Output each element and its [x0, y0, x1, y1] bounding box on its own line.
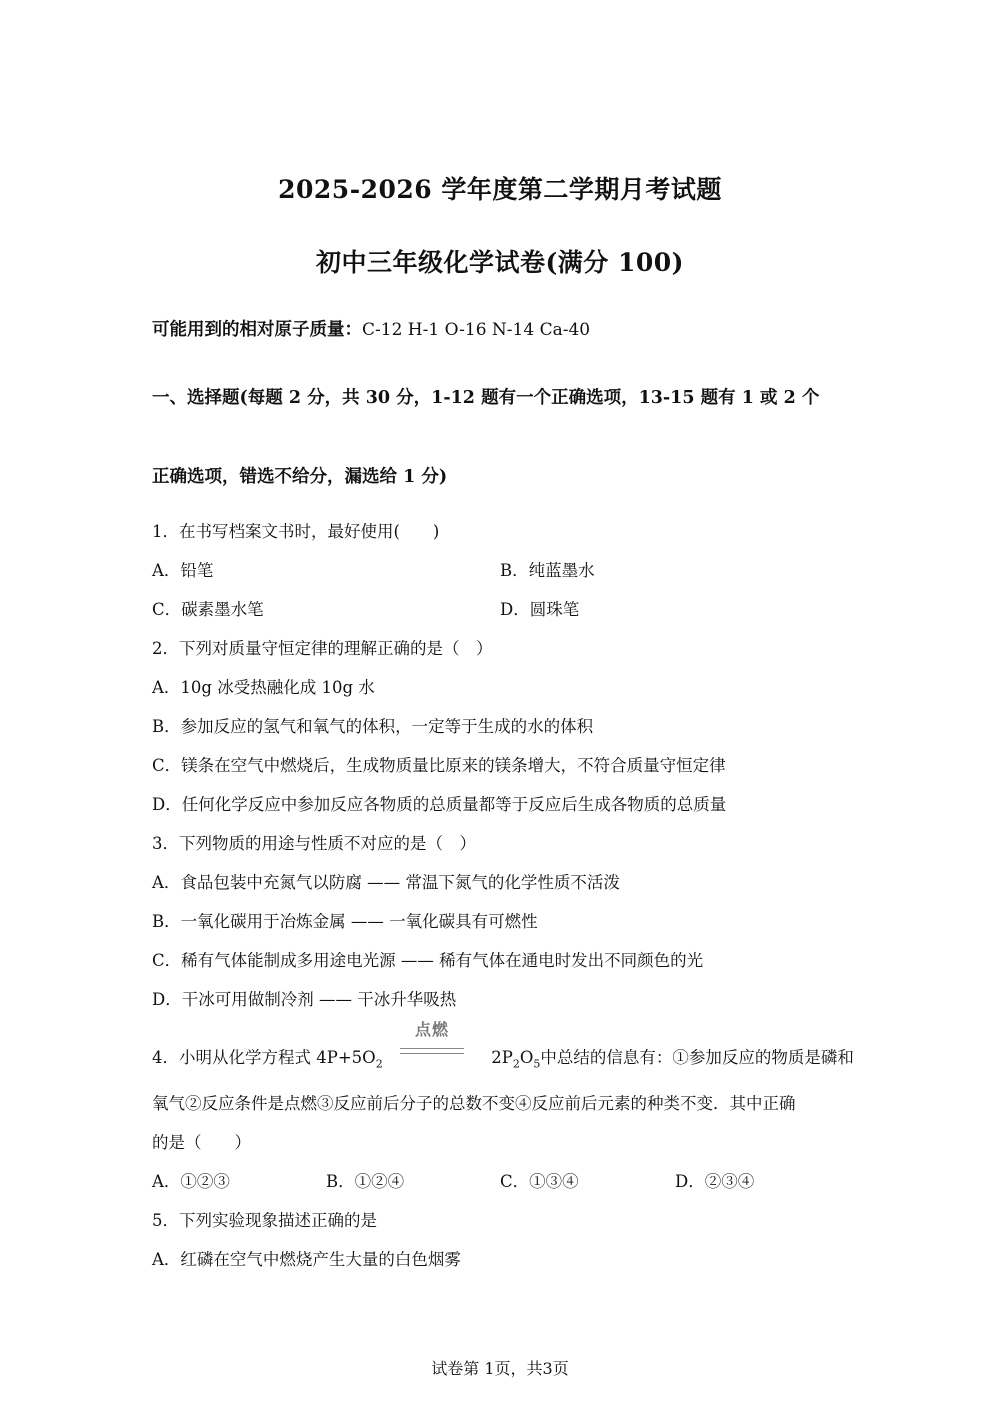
section-heading-line1: 一、选择题(每题 2 分，共 30 分，1-12 题有一个正确选项，13-15 题有 1 或 2 个	[152, 388, 820, 408]
atomic-masses-values: C-12 H-1 O-16 N-14 Ca-40	[362, 320, 591, 340]
question-2-option-d: D．任何化学反应中参加反应各物质的总质量都等于反应后生成各物质的总质量	[152, 795, 727, 814]
question-3-option-d: D．干冰可用做制冷剂 —— 干冰升华吸热	[152, 990, 457, 1009]
reaction-condition-label: 点燃	[414, 1020, 449, 1039]
question-2-option-a: A．10g 冰受热融化成 10g 水	[152, 678, 375, 697]
question-3-option-c: C．稀有气体能制成多用途电光源 —— 稀有气体在通电时发出不同颜色的光	[152, 951, 704, 970]
question-3-option-a: A．食品包装中充氮气以防腐 —— 常温下氮气的化学性质不活泼	[152, 873, 620, 892]
product-p: 2P	[491, 1048, 513, 1067]
o-subscript: 5	[533, 1057, 541, 1071]
question-4-option-b: B．①②④	[326, 1172, 405, 1191]
question-5-option-a: A．红磷在空气中燃烧产生大量的白色烟雾	[152, 1250, 461, 1269]
equals-bar-top	[400, 1048, 464, 1049]
p-subscript: 2	[512, 1057, 520, 1071]
exam-subtitle: 初中三年级化学试卷(满分 100)	[315, 248, 685, 277]
exam-title: 2025-2026 学年度第二学期月考试题	[278, 175, 722, 204]
question-1-option-a: A．铅笔	[152, 561, 214, 580]
question-2-option-b: B．参加反应的氢气和氧气的体积，一定等于生成的水的体积	[152, 717, 594, 736]
question-5-stem: 5．下列实验现象描述正确的是	[152, 1211, 377, 1230]
atomic-masses	[152, 316, 590, 341]
question-1-option-d: D．圆珠笔	[500, 600, 580, 619]
question-4-stem	[152, 1020, 854, 1071]
question-2-option-c: C．镁条在空气中燃烧后，生成物质量比原来的镁条增大，不符合质量守恒定律	[152, 756, 726, 775]
question-1-option-b: B．纯蓝墨水	[500, 561, 595, 580]
product-o: O	[519, 1048, 534, 1067]
atomic-masses-label: 可能用到的相对原子质量：	[152, 320, 362, 340]
question-4-line3: 的是（ ）	[152, 1133, 251, 1152]
question-4-stem-suffix: 中总结的信息有：①参加反应的物质是磷和	[540, 1048, 854, 1067]
question-2-stem: 2．下列对质量守恒定律的理解正确的是（ ）	[152, 639, 493, 658]
question-4-option-d: D．②③④	[675, 1172, 755, 1191]
question-3-stem: 3．下列物质的用途与性质不对应的是（ ）	[152, 834, 476, 853]
reaction-condition	[400, 1020, 464, 1063]
equation-reactants: 4．小明从化学方程式 4P+5O	[152, 1048, 376, 1067]
question-4-option-c: C．①③④	[500, 1172, 579, 1191]
question-1-option-c: C．碳素墨水笔	[152, 600, 264, 619]
equals-bar-bottom	[400, 1053, 464, 1054]
question-4-line2: 氧气②反应条件是点燃③反应前后分子的总数不变④反应前后元素的种类不变．其中正确	[152, 1094, 796, 1113]
section-heading-line2: 正确选项，错选不给分，漏选给 1 分)	[152, 467, 448, 487]
o2-subscript: 2	[375, 1057, 383, 1071]
question-3-option-b: B．一氧化碳用于冶炼金属 —— 一氧化碳具有可燃性	[152, 912, 538, 931]
question-4-option-a: A．①②③	[152, 1172, 230, 1191]
page-footer: 试卷第 1页，共3页	[431, 1359, 569, 1378]
question-1-stem: 1．在书写档案文书时，最好使用( )	[152, 522, 440, 541]
